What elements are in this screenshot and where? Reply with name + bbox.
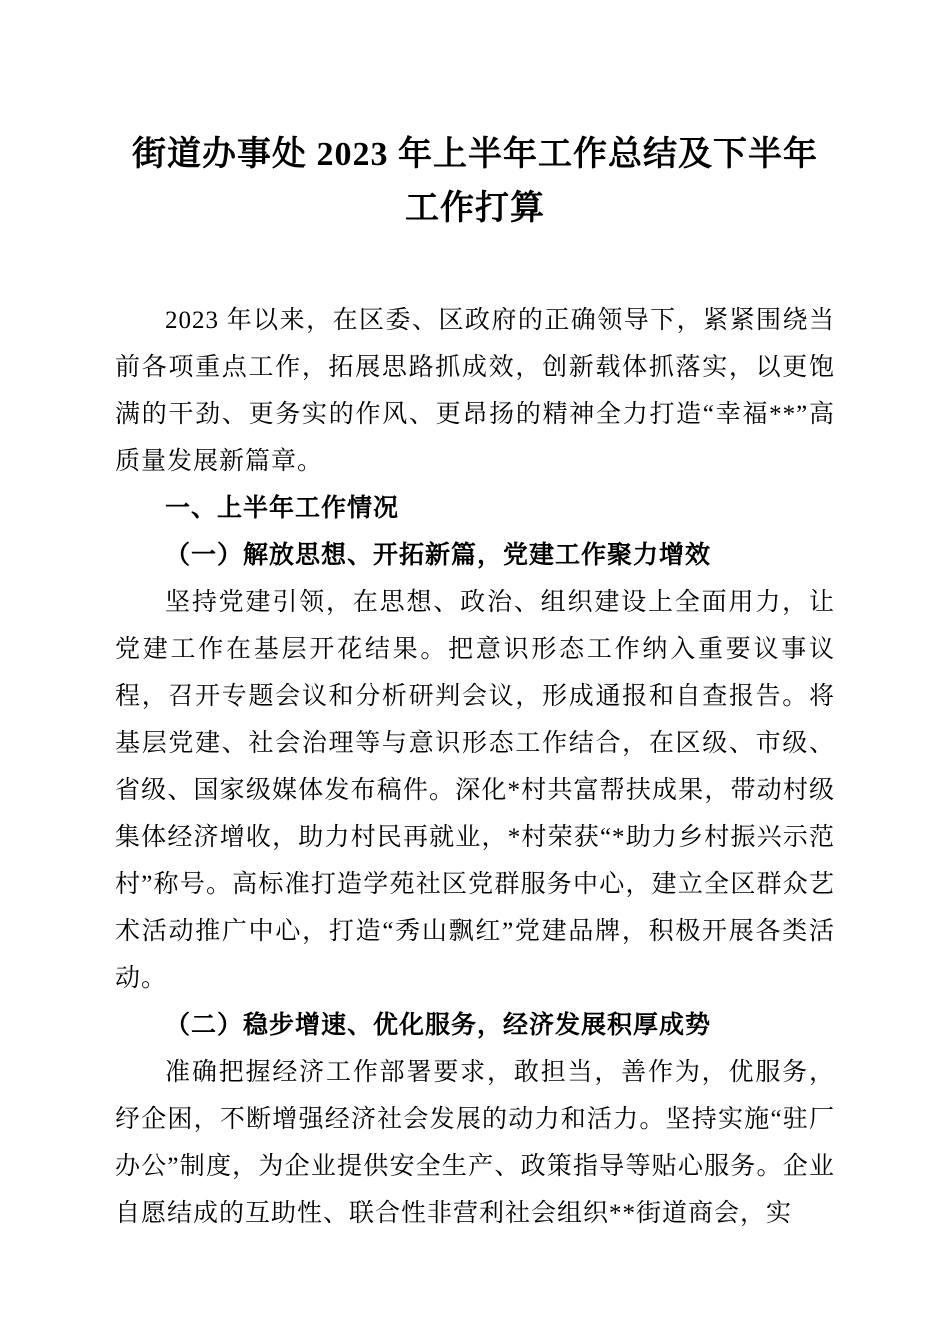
section-1-1-paragraph: 坚持党建引领，在思想、政治、组织建设上全面用力，让党建工作在基层开花结果。把意识形态工作纳入重要议事议程，召开专题会议和分析研判会议，形成通报和自查报告。将基层党建、社会治理等与意识形态工作结合，在区级、市级、省级、国家级媒体发布稿件。深化*村共富帮扶成果，带动村级集体经济增收，助力村民再就业，*村荣获“*助力乡村振兴示范村”称号。高标准打造学苑社区党群服务中心，建立全区群众艺术活动推广中心，打造“秀山飘红”党建品牌，积极开展各类活动。 xyxy=(115,588,835,992)
section-1-1-heading: （一）解放思想、开拓新篇，党建工作聚力增效 xyxy=(165,541,712,569)
intro-paragraph: 2023 年以来，在区委、区政府的正确领导下，紧紧围绕当前各项重点工作，拓展思路抓成效，创新载体抓落实，以更饱满的干劲、更务实的作风、更昂扬的精神全力打造“幸福**”高质量发展新篇章。 xyxy=(115,306,835,475)
section-1-heading: 一、上半年工作情况 xyxy=(165,493,400,522)
section-1-2-paragraph: 准确把握经济工作部署要求，敢担当，善作为，优服务，纾企困，不断增强经济社会发展的动力和活力。坚持实施“驻厂办公”制度，为企业提供安全生产、政策指导等贴心服务。企业自愿结成的互助性、联合性非营利社会组织**街道商会，实 xyxy=(115,1058,835,1227)
section-1-2-heading: （二）稳步增速、优化服务，经济发展积厚成势 xyxy=(165,1011,712,1039)
document-title: 街道办事处 2023 年上半年工作总结及下半年工作打算 xyxy=(132,136,818,228)
